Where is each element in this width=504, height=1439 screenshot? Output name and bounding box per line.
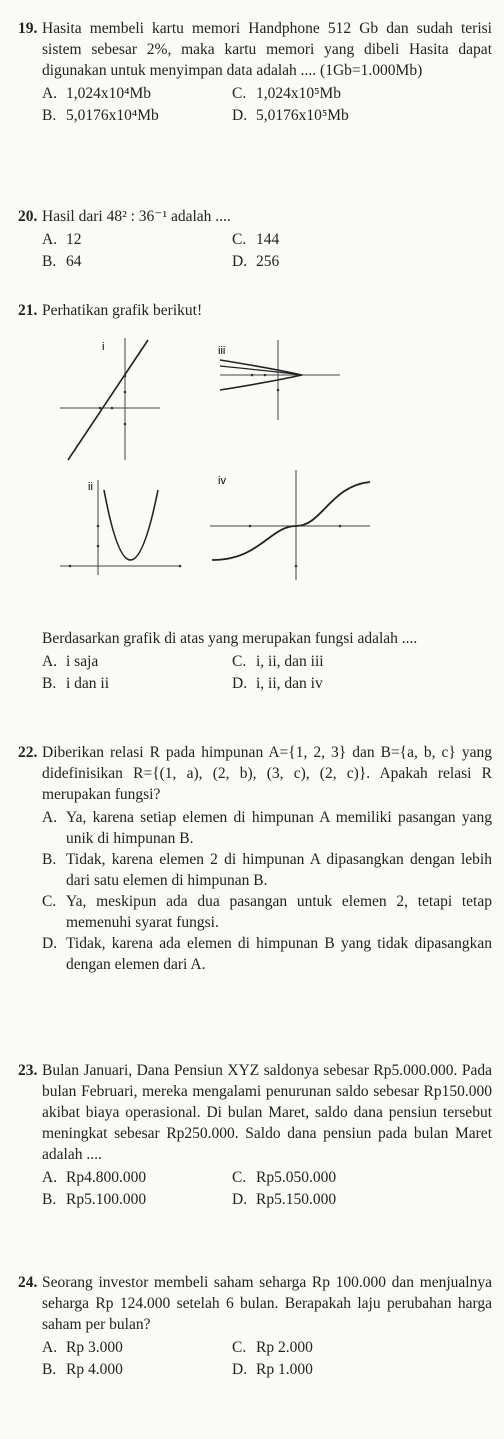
option-text: Ya, karena setiap elemen di himpunan A memiliki pasangan yang unik di himpunan B.: [66, 809, 492, 847]
option-text: i, ii, dan iv: [256, 675, 323, 692]
option-letter: C.: [232, 1339, 247, 1356]
graph-label-i: i: [102, 341, 105, 353]
option-letter: B.: [42, 675, 57, 692]
option-a[interactable]: [42, 1167, 192, 1189]
option-letter: D.: [232, 675, 248, 692]
option-text: Rp 3.000: [66, 1339, 123, 1356]
option-text: Rp 1.000: [256, 1361, 313, 1378]
options: [42, 1337, 492, 1381]
option-letter: D.: [232, 1361, 248, 1378]
option-letter: D.: [232, 107, 248, 124]
option-d[interactable]: [232, 105, 432, 127]
option-b[interactable]: [42, 673, 192, 695]
option-text: 1,024x10⁵Mb: [256, 85, 342, 102]
question-21: [18, 300, 492, 321]
question-number: 19.: [18, 20, 38, 37]
option-text: i saja: [66, 653, 99, 670]
option-a[interactable]: [42, 651, 192, 673]
option-text: Rp4.800.000: [66, 1169, 147, 1186]
option-a[interactable]: [42, 807, 492, 849]
options: [42, 651, 492, 695]
graph-iii: [218, 340, 340, 420]
graph-iv: [210, 470, 370, 580]
option-text: 1,024x10⁴Mb: [66, 85, 152, 102]
question-number: 22.: [18, 744, 38, 761]
option-c[interactable]: [232, 229, 382, 251]
option-text: 5,0176x10⁵Mb: [256, 107, 349, 124]
option-letter: C.: [232, 85, 247, 102]
option-text: Tidak, karena ada elemen di himpunan B yang tidak dipasangkan dengan elemen dari A.: [66, 935, 492, 973]
option-c[interactable]: [42, 891, 492, 933]
option-a[interactable]: [42, 229, 192, 251]
question-23: [18, 1060, 492, 1211]
option-letter: B.: [42, 1191, 57, 1208]
option-c[interactable]: [232, 1167, 432, 1189]
option-text: Rp 2.000: [256, 1339, 313, 1356]
option-text: Ya, meskipun ada dua pasangan untuk elemen 2, tetapi tetap memenuhi syarat fungsi.: [66, 893, 492, 931]
option-text: 64: [66, 253, 82, 270]
question-text: Perhatikan grafik berikut!: [42, 302, 203, 319]
option-letter: C.: [232, 231, 247, 248]
options: [42, 1167, 492, 1211]
option-text: 5,0176x10⁴Mb: [66, 107, 159, 124]
option-letter: D.: [42, 935, 58, 952]
option-letter: C.: [232, 1169, 247, 1186]
option-letter: B.: [42, 253, 57, 270]
option-d[interactable]: [232, 251, 382, 273]
option-text: Rp 4.000: [66, 1361, 123, 1378]
option-c[interactable]: [232, 1337, 432, 1359]
option-text: 256: [256, 253, 280, 270]
option-text: 12: [66, 231, 82, 248]
question-text: Hasil dari 48² : 36⁻¹ adalah ....: [42, 208, 231, 225]
graph-ii: [60, 480, 181, 575]
option-d[interactable]: [232, 673, 432, 695]
options: [42, 83, 492, 127]
question-19: [18, 18, 492, 127]
option-text: i, ii, dan iii: [256, 653, 324, 670]
option-letter: B.: [42, 107, 57, 124]
option-text: i dan ii: [66, 675, 110, 692]
question-number: 20.: [18, 208, 38, 225]
option-c[interactable]: [232, 83, 432, 105]
option-b[interactable]: [42, 105, 192, 127]
option-letter: C.: [42, 893, 57, 910]
option-letter: A.: [42, 85, 58, 102]
question-number: 21.: [18, 302, 38, 319]
question-20: [18, 206, 492, 273]
option-letter: D.: [232, 253, 248, 270]
graph-label-iv: iv: [218, 475, 226, 487]
option-a[interactable]: [42, 83, 192, 105]
option-letter: A.: [42, 653, 58, 670]
option-b[interactable]: [42, 1359, 192, 1381]
options: [42, 229, 492, 273]
question-text: Diberikan relasi R pada himpunan A={1, 2, 3} dan B={a, b, c} yang didefinisikan R={(1, a), (2, b), (3, c), (2, c)}. Apakah relasi R merupakan fungsi?: [42, 744, 492, 803]
graph-label-ii: ii: [88, 481, 93, 493]
option-d[interactable]: [42, 933, 492, 975]
option-text: Rp5.050.000: [256, 1169, 337, 1186]
question-number: 23.: [18, 1062, 38, 1079]
option-letter: B.: [42, 1361, 57, 1378]
option-b[interactable]: [42, 251, 192, 273]
option-c[interactable]: [232, 651, 432, 673]
option-letter: B.: [42, 851, 57, 868]
function-graphs: [40, 330, 500, 620]
option-letter: A.: [42, 1169, 58, 1186]
question-21-prompt: [18, 628, 492, 695]
option-text: Rp5.150.000: [256, 1191, 337, 1208]
option-text: 144: [256, 231, 280, 248]
option-text: Rp5.100.000: [66, 1191, 147, 1208]
option-letter: A.: [42, 231, 58, 248]
option-letter: A.: [42, 1339, 58, 1356]
graph-i: [60, 338, 160, 460]
question-22: [18, 742, 492, 975]
question-text: Seorang investor membeli saham seharga Rp 100.000 dan menjualnya seharga Rp 124.000 setelah 6 bulan. Berapakah laju perubahan harga saham per bulan?: [42, 1274, 492, 1333]
question-number: 24.: [18, 1274, 38, 1291]
question-24: [18, 1272, 492, 1381]
options: [42, 807, 492, 975]
question-text: Hasita membeli kartu memori Handphone 512 Gb dan sudah terisi sistem sebesar 2%, maka kartu memori yang dibeli Hasita dapat digunakan untuk menyimpan data adalah .... (1Gb=1.000Mb): [42, 20, 492, 79]
option-b[interactable]: [42, 1189, 192, 1211]
option-a[interactable]: [42, 1337, 192, 1359]
graph-label-iii: iii: [218, 345, 226, 357]
option-letter: D.: [232, 1191, 248, 1208]
question-text: Berdasarkan grafik di atas yang merupakan fungsi adalah ....: [42, 630, 418, 647]
option-letter: A.: [42, 809, 58, 826]
question-text: Bulan Januari, Dana Pensiun XYZ saldonya sebesar Rp5.000.000. Pada bulan Februari, mereka mengalami penurunan saldo sebesar Rp150.000 akibat biaya operasional. Di bulan Maret, saldo dana pensiun tersebut meningkat sebesar Rp250.000. Saldo dana pensiun pada bulan Maret adalah ....: [42, 1062, 492, 1163]
option-b[interactable]: [42, 849, 492, 891]
option-text: Tidak, karena elemen 2 di himpunan A dipasangkan dengan lebih dari satu elemen di himpunan B.: [66, 851, 492, 889]
option-letter: C.: [232, 653, 247, 670]
option-d[interactable]: [232, 1189, 432, 1211]
option-d[interactable]: [232, 1359, 432, 1381]
